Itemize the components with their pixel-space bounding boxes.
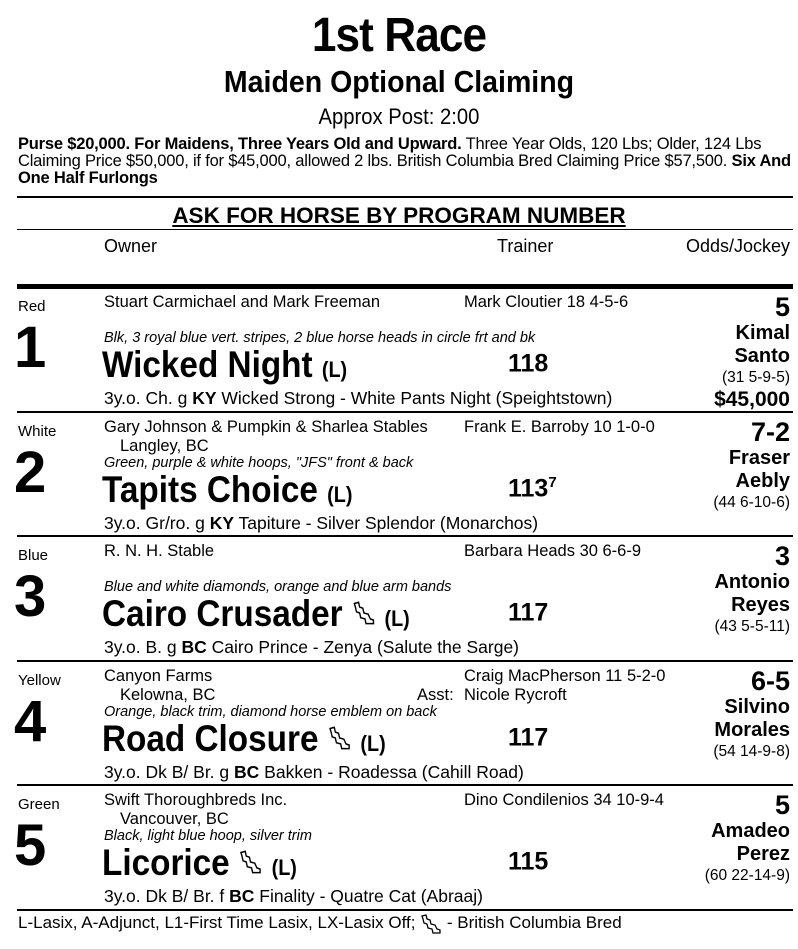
horse-name-line [102, 719, 386, 764]
odds-jockey [714, 541, 790, 636]
entry-row [0, 414, 798, 538]
medication: (L) [271, 855, 297, 880]
entry-row [0, 787, 798, 911]
jockey-first-name: Antonio [714, 571, 790, 593]
ask-banner: ASK FOR HORSE BY PROGRAM NUMBER [172, 203, 626, 228]
jockey-first-name: Amadeo [711, 820, 790, 842]
morning-line-odds: 7-2 [750, 417, 790, 447]
legend-text: L-Lasix, A-Adjunct, L1-First Time Lasix, LX-Lasix Off; [18, 913, 421, 932]
morning-line-odds: 5 [774, 292, 790, 322]
silks-description: Blk, 3 royal blue vert. stripes, 2 blue horse heads in circle frt and bk [104, 330, 536, 346]
entry-divider [17, 535, 793, 537]
saddle-cloth-color: Yellow [18, 672, 61, 689]
weight-value: 117 [508, 723, 549, 752]
horse-name-line [102, 345, 347, 390]
medication: (L) [321, 357, 348, 382]
breeding-pedigree: Finality - Quatre Cat (Abraaj) [254, 886, 483, 906]
conditions-distance: Six And One Half Furlongs [18, 152, 791, 187]
jockey-last-name: Perez [736, 843, 790, 865]
owner-city: Vancouver, BC [120, 810, 229, 828]
owner-name: Canyon Farms [104, 667, 213, 685]
owner-city: Kelowna, BC [120, 686, 216, 704]
jockey-record: (43 5-5-11) [714, 618, 790, 635]
bc-map-icon [328, 719, 351, 745]
weight-value: 115 [508, 847, 549, 876]
weight [508, 598, 548, 627]
horse-name-line [102, 594, 410, 639]
morning-line-odds: 6-5 [750, 666, 790, 696]
divider [17, 196, 793, 198]
program-number: 4 [14, 689, 47, 754]
breeding [104, 886, 483, 907]
trainer: Dino Condilenios 34 10-9-4 [464, 791, 664, 809]
silks-description: Orange, black trim, diamond horse emblem on back [104, 704, 437, 720]
race-type: Maiden Optional Claiming [223, 64, 575, 99]
weight [508, 847, 548, 876]
breeding-state: BC [229, 886, 255, 906]
jockey-first-name: Kimal [735, 322, 790, 344]
jockey-last-name: Reyes [731, 594, 790, 616]
saddle-cloth-color: Red [18, 298, 46, 315]
divider [17, 229, 793, 230]
horse-name-line [102, 843, 297, 888]
entries-bottom-divider [17, 909, 793, 911]
legend-bc-text: - British Columbia Bred [442, 913, 622, 932]
breeding [104, 637, 519, 658]
odds-jockey [714, 292, 790, 413]
breeding-state: BC [234, 762, 260, 782]
claiming-price: $45,000 [714, 388, 790, 411]
breeding-age-sex: 3y.o. Dk B/ Br. f [104, 886, 230, 906]
silks-description: Black, light blue hoop, silver trim [104, 828, 312, 844]
morning-line-odds: 5 [774, 790, 790, 820]
entry-divider [17, 784, 793, 786]
breeding-state: KY [209, 513, 234, 533]
breeding-state: KY [192, 388, 217, 408]
owner-column-header: Owner [104, 236, 158, 256]
odds-jockey-column-header: Odds/Jockey [685, 236, 790, 256]
morning-line-odds: 3 [774, 541, 790, 571]
jockey-record: (54 14-9-8) [713, 743, 790, 760]
jockey-record: (60 22-14-9) [704, 867, 790, 884]
medication: (L) [327, 482, 353, 507]
weight [508, 723, 548, 752]
horse-name: Road Closure [102, 718, 319, 759]
jockey-first-name: Fraser [728, 447, 790, 469]
horse-name-line [102, 470, 352, 515]
silks-description: Blue and white diamonds, orange and blue arm bands [104, 579, 452, 595]
assistant-trainer: Nicole Rycroft [464, 686, 567, 704]
owner [104, 542, 214, 561]
owner [104, 418, 428, 456]
race-conditions [18, 136, 793, 187]
medication: (L) [360, 731, 386, 756]
horse-name: Tapits Choice [102, 469, 318, 510]
jockey-last-name: Morales [714, 719, 790, 741]
weight-value: 113 [508, 474, 549, 503]
weight-value: 117 [508, 598, 549, 627]
owner [104, 293, 380, 312]
breeding-pedigree: Tapiture - Silver Splendor (Monarchos) [234, 513, 539, 533]
program-number: 1 [14, 315, 47, 380]
owner-city: Langley, BC [120, 437, 209, 455]
horse-name: Licorice [102, 842, 230, 883]
breeding [104, 762, 524, 783]
jockey-first-name: Silvino [724, 696, 790, 718]
medication: (L) [384, 606, 410, 631]
apprentice-allowance: 7 [548, 474, 557, 491]
saddle-cloth-color: Blue [18, 547, 49, 564]
bc-map-icon [352, 594, 375, 620]
breeding-age-sex: 3y.o. B. g [104, 637, 182, 657]
weight-value: 118 [508, 349, 549, 378]
saddle-cloth-color: Green [18, 796, 60, 813]
odds-jockey [713, 417, 790, 512]
horse-name: Wicked Night [102, 344, 313, 385]
breeding-age-sex: 3y.o. Ch. g [104, 388, 193, 408]
entry-divider [17, 411, 793, 413]
odds-jockey [705, 790, 790, 885]
weight [508, 474, 557, 503]
bc-map-icon [420, 914, 442, 934]
jockey-record: (31 5-9-5) [721, 369, 790, 386]
bc-map-icon [239, 843, 262, 869]
trainer: Barbara Heads 30 6-6-9 [464, 542, 642, 560]
owner [104, 667, 215, 705]
jockey-last-name: Santo [734, 345, 790, 367]
weight [508, 349, 548, 378]
entry-divider [17, 660, 793, 662]
breeding [104, 513, 538, 534]
breeding-pedigree: Wicked Strong - White Pants Night (Speightstown) [216, 388, 613, 408]
entry-row [0, 289, 798, 413]
breeding-pedigree: Bakken - Roadessa (Cahill Road) [259, 762, 524, 782]
jockey-last-name: Aebly [735, 470, 790, 492]
legend [18, 913, 622, 934]
program-number: 5 [14, 813, 47, 878]
program-number: 2 [14, 440, 47, 505]
horse-name: Cairo Crusader [102, 593, 343, 634]
race-title: 1st Race [311, 9, 487, 62]
breeding-state: BC [181, 637, 207, 657]
owner-name: Stuart Carmichael and Mark Freeman [104, 293, 381, 311]
jockey-record: (44 6-10-6) [713, 494, 790, 511]
odds-jockey [713, 666, 790, 761]
saddle-cloth-color: White [18, 423, 57, 440]
program-number: 3 [14, 564, 47, 629]
owner-name: R. N. H. Stable [104, 542, 215, 560]
conditions-text: Three Year Olds, 120 Lbs; Older, 124 Lbs Claiming Price $50,000, if for $45,000, allowed 2 lbs. British Columbia Bred Claiming Price $57,500. [18, 135, 762, 170]
trainer: Frank E. Barroby 10 1-0-0 [464, 418, 655, 436]
entry-row [0, 663, 798, 787]
breeding [104, 388, 612, 409]
trainer: Mark Cloutier 18 4-5-6 [464, 293, 629, 311]
post-time: Approx Post: 2:00 [318, 104, 480, 129]
trainer: Craig MacPherson 11 5-2-0 [464, 667, 666, 685]
conditions-bold-1: Purse $20,000. For Maidens, Three Years Old and Upward. [18, 135, 462, 153]
silks-description: Green, purple & white hoops, "JFS" front & back [104, 455, 414, 471]
owner [104, 791, 287, 829]
owner-name: Gary Johnson & Pumpkin & Sharlea Stables [104, 418, 428, 436]
breeding-pedigree: Cairo Prince - Zenya (Salute the Sarge) [206, 637, 520, 657]
breeding-age-sex: 3y.o. Gr/ro. g [104, 513, 210, 533]
trainer-column-header: Trainer [497, 236, 554, 256]
entry-row [0, 538, 798, 662]
breeding-age-sex: 3y.o. Dk B/ Br. g [104, 762, 235, 782]
assistant-label: Asst: [417, 686, 454, 704]
owner-name: Swift Thoroughbreds Inc. [104, 791, 288, 809]
